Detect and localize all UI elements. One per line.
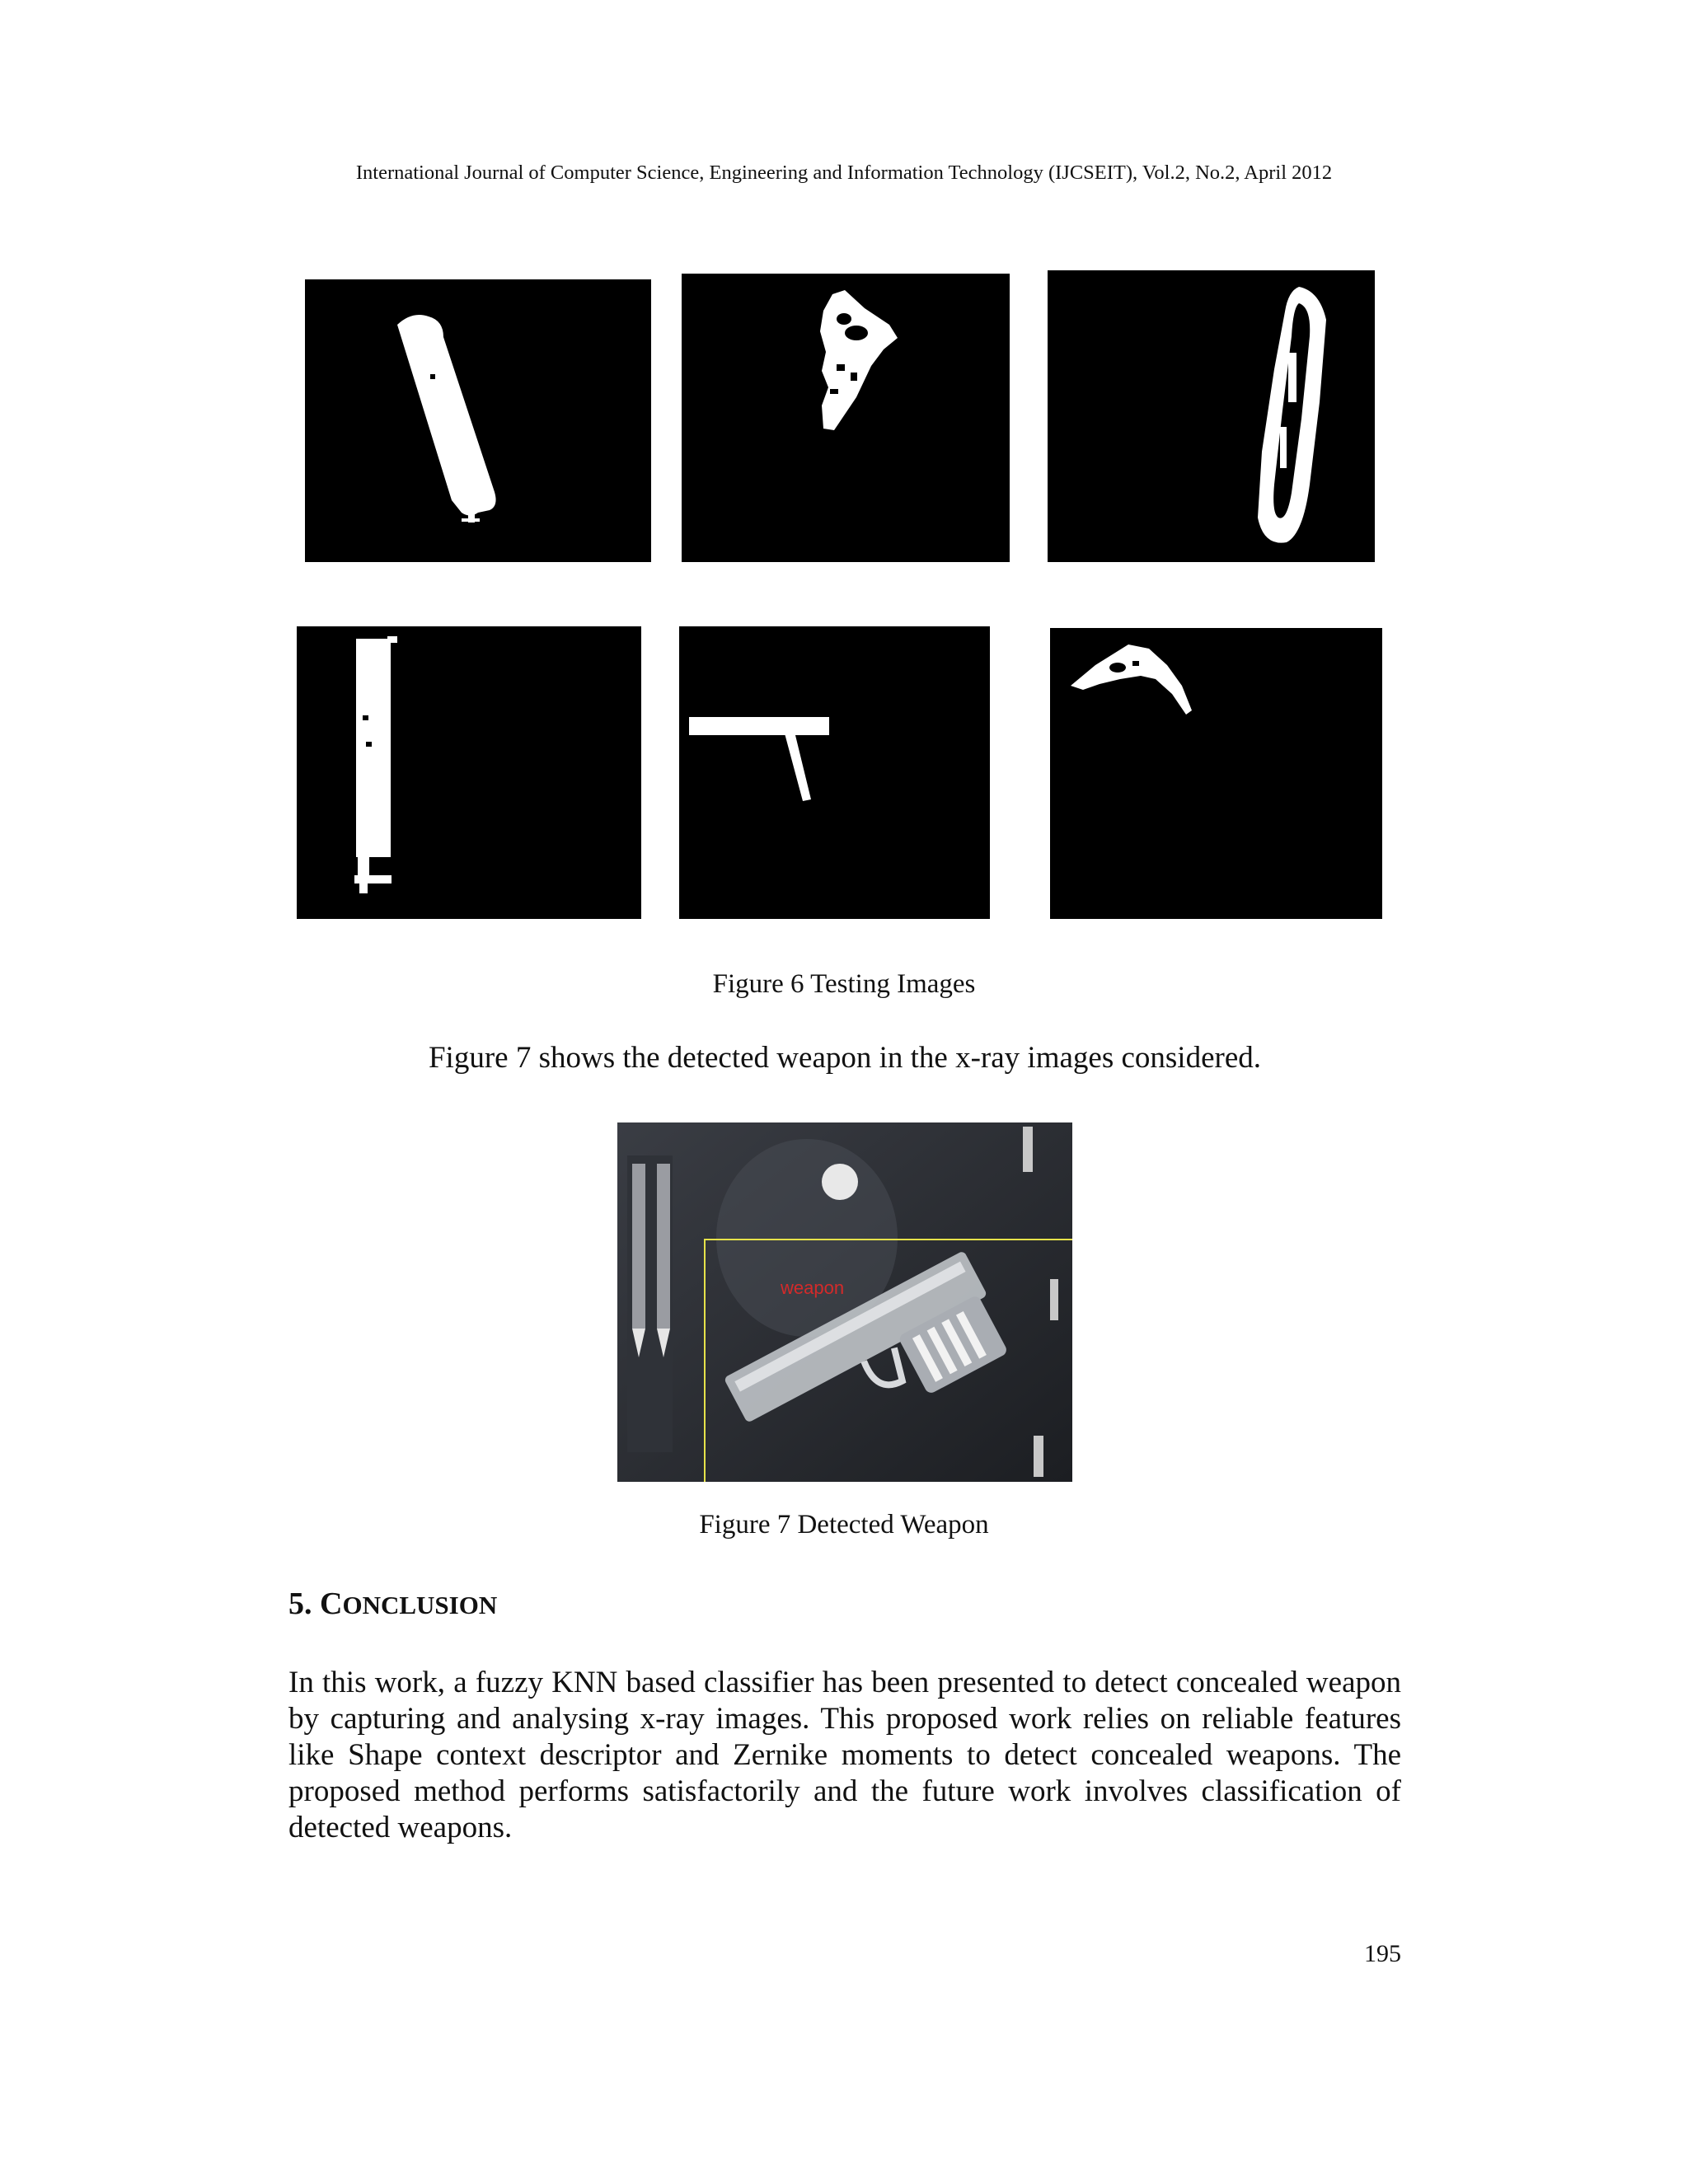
page-number: 195 bbox=[1364, 1940, 1401, 1967]
testing-image-6 bbox=[1050, 628, 1382, 919]
conclusion-paragraph: In this work, a fuzzy KNN based classifier has been presented to detect concealed weapon by capturing and analysing x-ray images. This proposed work relies on reliable features like Shape context descriptor and Zernike moments to detect concealed weapons. The proposed method performs satisfactorily and the future work involves classification of detected weapons. bbox=[288, 1666, 1401, 1844]
section-title-rest: ONCLUSION bbox=[342, 1591, 498, 1619]
testing-image-2 bbox=[682, 274, 1010, 562]
section-title-initial: C bbox=[320, 1586, 343, 1621]
section-heading bbox=[288, 1586, 497, 1622]
testing-image-4 bbox=[297, 626, 641, 919]
testing-image-5 bbox=[679, 626, 990, 919]
testing-image-1 bbox=[305, 279, 651, 562]
detection-label: weapon bbox=[781, 1277, 845, 1298]
running-header: International Journal of Computer Science, Engineering and Information Technology (IJCSEIT), Vol.2, No.2, April 2012 bbox=[355, 162, 1333, 184]
figure7-caption: Figure 7 Detected Weapon bbox=[699, 1510, 989, 1540]
testing-image-3 bbox=[1048, 270, 1375, 562]
figure7-intro-text: Figure 7 shows the detected weapon in the x-ray images considered. bbox=[428, 1041, 1261, 1075]
detected-weapon-xray-image bbox=[617, 1122, 1072, 1482]
section-number: 5. bbox=[288, 1586, 312, 1621]
figure6-caption: Figure 6 Testing Images bbox=[712, 969, 976, 999]
